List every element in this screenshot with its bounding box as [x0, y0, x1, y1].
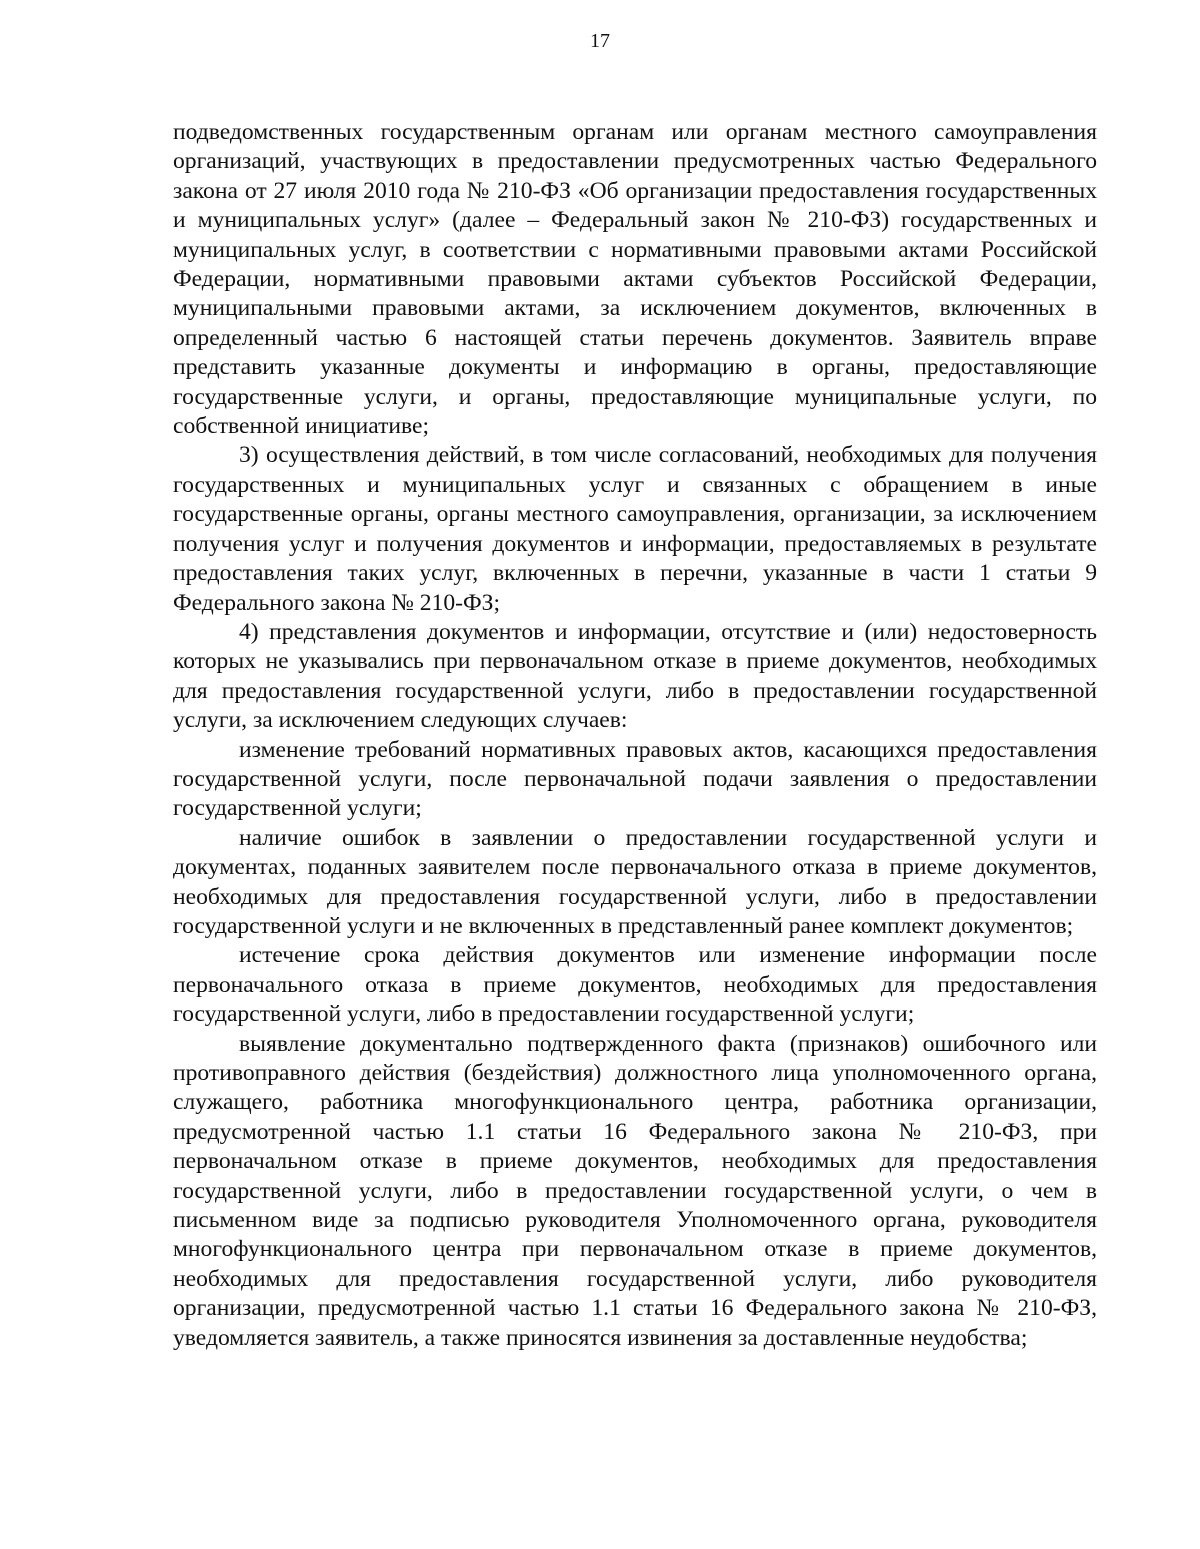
paragraph-item-4: 4) представления документов и информации, отсутствие и (или) недостоверность которых не указывались при первоначальном отказе в приеме документов, необходимых для предоставления государственной услуги, либо в предоставлении государственной услуги, за исключением следующих случаев: [173, 618, 1097, 734]
paragraph-case-application-errors: наличие ошибок в заявлении о предоставлении государственной услуги и документах, поданных заявителем после первоначального отказа в приеме документов, необходимых для предоставления государственной услуги, либо в предоставлении государственной услуги и не включенных в представленный ранее комплект документов; [173, 824, 1097, 939]
document-body [173, 118, 1097, 1353]
paragraph-item-3: 3) осуществления действий, в том числе согласований, необходимых для получения государственных и муниципальных услуг и связанных с обращением в иные государственные органы, органы местного самоуправления, организации, за исключением получения услуг и получения документов и информации, предоставляемых в результате предоставления таких услуг, включенных в перечни, указанные в части 1 статьи 9 Федерального закона № 210-ФЗ; [173, 442, 1097, 616]
paragraph-case-document-expiry: истечение срока действия документов или изменение информации после первоначального отказа в приеме документов, необходимых для предоставления государственной услуги, либо в предоставлении государственной услуги; [173, 942, 1097, 1028]
paragraph-case-official-misconduct: выявление документально подтвержденного факта (признаков) ошибочного или противоправного действия (бездействия) должностного лица уполномоченного органа, служащего, работника многофункционального центра, работника организации, предусмотренной частью 1.1 статьи 16 Федерального закона № 210-ФЗ, при первоначальном отказе в приеме документов, необходимых для предоставления государственной услуги, либо в предоставлении государственной услуги, о чем в письменном виде за подписью руководителя Уполномоченного органа, руководителя многофункционального центра при первоначальном отказе в приеме документов, необходимых для предоставления государственной услуги, либо руководителя организации, предусмотренной частью 1.1 статьи 16 Федерального закона № 210-ФЗ, уведомляется заявитель, а также приносятся извинения за доставленные неудобства; [173, 1030, 1097, 1351]
page-number: 17 [590, 30, 610, 52]
paragraph-case-requirements-change: изменение требований нормативных правовых актов, касающихся предоставления государственной услуги, после первоначальной подачи заявления о предоставлении государственной услуги; [173, 736, 1097, 822]
paragraph-continuation: подведомственных государственным органам или органам местного самоуправления организаций, участвующих в предоставлении предусмотренных частью Федерального закона от 27 июля 2010 года № 210-ФЗ «Об организации предоставления государственных и муниципальных услуг» (далее – Федеральный закон № 210-ФЗ) государственных и муниципальных услуг, в соответствии с нормативными правовыми актами Российской Федерации, нормативными правовыми актами субъектов Российской Федерации, муниципальными правовыми актами, за исключением документов, включенных в определенный частью 6 настоящей статьи перечень документов. Заявитель вправе представить указанные документы и информацию в органы, предоставляющие государственные услуги, и органы, предоставляющие муниципальные услуги, по собственной инициативе; [173, 119, 1097, 440]
